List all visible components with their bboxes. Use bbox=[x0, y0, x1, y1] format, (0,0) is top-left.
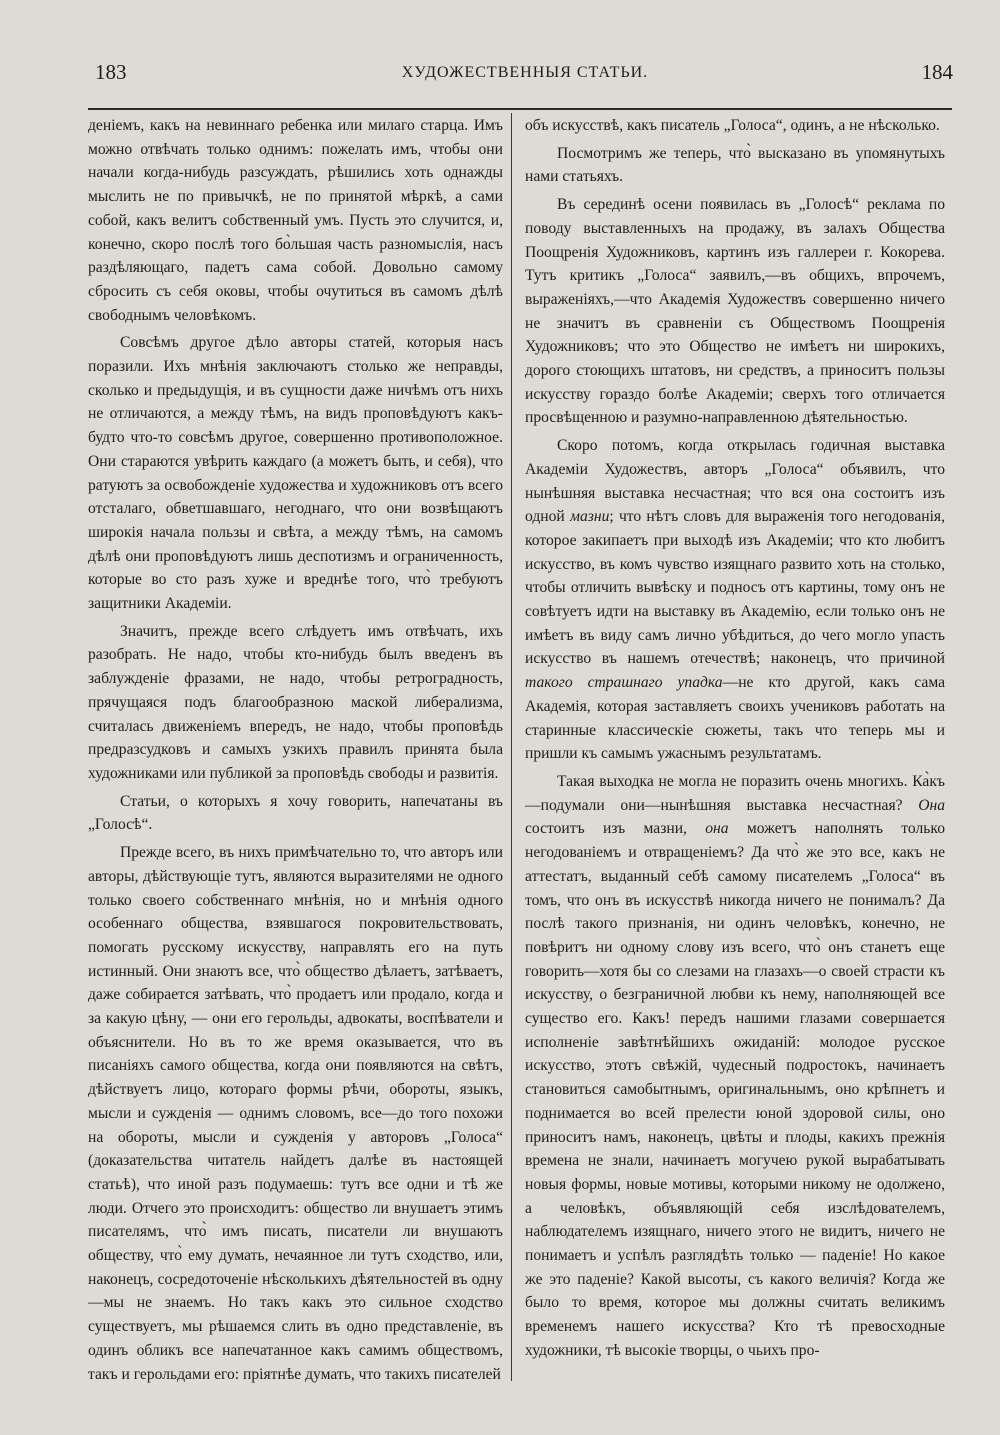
text-run: Такая выходка не могла не поразить очень многихъ. Ка̀къ—подумали они—нынѣшняя выставка несчастная? bbox=[525, 772, 945, 814]
paragraph: Прежде всего, въ нихъ примѣчательно то, что авторъ или авторы, дѣйствующіе тутъ, являются выразителями не одного только своего собственнаго мнѣнія, но и мнѣнія одного особеннаго общества, взявшагося покровительствовать, помогать русскому искусству, направлять его на путь истинный. Они знаютъ все, что̀ общество дѣлаетъ, затѣваетъ, даже собирается затѣвать, что̀ продаетъ или продало, когда и за какую цѣну, — они его герольды, адвокаты, воспѣватели и объяснители. Но въ то же время оказывается, что въ писаніяхъ самого общества, когда они появляются на свѣтъ, дѣйствуетъ лицо, котораго формы рѣчи, обороты, языкъ, мысли и сужденія — однимъ словомъ, все—до того похожи на обороты, мысли и сужденія у авторовъ „Голоса“ (доказательства читатель найдетъ далѣе въ настоящей статьѣ), что иной разъ подумаешь: тутъ все одни и тѣ же люди. Отчего это происходитъ: общество ли внушаетъ этимъ писателямъ, что̀ имъ писать, писатели ли внушаютъ обществу, что̀ ему думать, нечаянное ли тутъ сходство, или, наконецъ, сосредоточеніе нѣсколькихъ дѣятельностей въ одну—мы не знаемъ. Но такъ какъ это сильное сходство существуетъ, мы рѣшаемся слить въ одно представленіе, въ одинъ обликъ все напечатанное какъ самимъ обществомъ, такъ и герольдами его: пріятнѣе думать, что такихъ писателей bbox=[88, 844, 503, 1383]
paragraph: объ искусствѣ, какъ писатель „Голоса“, одинъ, а не нѣсколько. bbox=[525, 117, 940, 134]
column-separator bbox=[511, 113, 512, 1381]
text-run: Скоро потомъ, когда открылась годичная выставка Академіи Художествъ, авторъ „Голоса“ объявилъ, что нынѣшняя выставка несчастная; что вся она состоитъ изъ одной bbox=[525, 437, 945, 526]
text-run: можетъ наполнять только негодованіемъ и отвращеніемъ? Да что̀ же это все, какъ не аттестатъ, выданный себѣ самому писателемъ „Голоса“ въ томъ, что онъ въ искусствѣ никогда ничего не понималъ? Да послѣ такого признанія, ни одинъ человѣкъ, конечно, не повѣритъ ни одному слову изъ всего, что̀ онъ станетъ еще говорить—хотя бы со слезами на глазахъ—о своей страсти къ искусству, о безграничной любви къ нему, наполняющей все существо его. Какъ! передъ нашими глазами совершается исполненіе завѣтнѣйшихъ ожиданій: молодое русское искусство, этотъ свѣжій, чудесный подростокъ, начинаетъ становиться самобытнымъ, оригинальнымъ, оно крѣпнетъ и поднимается во всей прелести юной здоровой силы, оно приноситъ намъ, наконецъ, цвѣты и плоды, какихъ прежнія времена не знали, начинаетъ могучею рукой вырабатывать новыя формы, новые мотивы, которыми никому не одолжено, а человѣкъ, объявляющій себя изслѣдователемъ, наблюдателемъ изящнаго, ничего этого не видитъ, ничего не понимаетъ и успѣлъ разглядѣть только — паденіе! Но какое же это паденіе? Какой высоты, съ какого величія? Когда же было то время, которое мы должны считать великимъ временемъ нашего искусства? Кто тѣ превосходные художники, тѣ высокіе творцы, о чьихъ про- bbox=[525, 820, 945, 1359]
page-number-right: 184 bbox=[921, 60, 953, 84]
paragraph bbox=[525, 770, 945, 1363]
text-run: ; что нѣтъ словъ для выраженія того негодованія, которое закипаетъ при выходѣ изъ Академіи; что кто любитъ искусство, въ комъ чувство изящнаго развито хоть на столько, чтобы отличить вывѣску и подносъ отъ картины, тому онъ не совѣтуетъ идти на выставку въ Академію, если только онъ не имѣетъ въ виду самъ лично убѣдиться, до чего могло упасть искусство въ нашемъ отечествѣ; наконецъ, что причиной bbox=[525, 508, 946, 668]
right-column bbox=[525, 114, 945, 1363]
text-run: —не кто другой, какъ сама Академія, которая заставляетъ своихъ учениковъ работать на старинные классическіе сюжеты, такъ что теперь мы и пришли къ самымъ ужаснымъ результатамъ. bbox=[525, 674, 945, 763]
emphasis: Она bbox=[918, 796, 945, 814]
running-title: ХУДОЖЕСТВЕННЫЯ СТАТЬИ. bbox=[401, 64, 649, 81]
paragraph: Посмотримъ же теперь, что̀ высказано въ упомянутыхъ нами статьяхъ. bbox=[525, 144, 945, 186]
page-number-left: 183 bbox=[95, 60, 127, 84]
text-run: состоитъ изъ мазни, bbox=[525, 820, 706, 838]
emphasis: она bbox=[705, 820, 729, 838]
paragraph bbox=[525, 434, 945, 766]
left-column bbox=[88, 114, 503, 1386]
paragraph: Совсѣмъ другое дѣло авторы статей, которыя насъ поразили. Ихъ мнѣнія заключаютъ столько же неправды, сколько и предыдущія, и въ сущности даже ничѣмъ отъ нихъ не отличаются, а между тѣмъ, на видъ проповѣдуютъ какъ-будто что-то совсѣмъ другое, совершенно противоположное. Они стараются увѣрить каждаго (а можетъ быть, и себя), что ратуютъ за освобожденіе художества и художниковъ отъ всего отсталаго, обветшавшаго, негоднаго, что они возвѣщаютъ широкія начала пользы и свѣта, а между тѣмъ, на самомъ дѣлѣ они проповѣдуютъ лишь деспотизмъ и ограниченность, которые во сто разъ хуже и вреднѣе того, что̀ требуютъ защитники Академіи. bbox=[88, 334, 503, 613]
running-header bbox=[95, 60, 955, 94]
paragraph: Въ серединѣ осени появилась въ „Голосѣ“ реклама по поводу выставленныхъ на продажу, въ залахъ Общества Поощренія Художниковъ, картинъ изъ галлереи г. Кокорева. Тутъ критикъ „Голоса“ заявилъ,—въ общихъ, впрочемъ, выраженіяхъ,—что Академія Художествъ совершенно ничего не значитъ въ сравненіи съ Обществомъ Поощренія Художниковъ; что это Общество не имѣетъ ни широкихъ, дорого стоющихъ штатовъ, ни средствъ, а приноситъ пользы искусству гораздо болѣе Академіи; сверхъ того отличается просвѣщенною и разумно-направленною дѣятельностью. bbox=[525, 196, 945, 427]
paragraph: Статьи, о которыхъ я хочу говорить, напечатаны въ „Голосѣ“. bbox=[88, 792, 503, 834]
paragraph: деніемъ, какъ на невиннаго ребенка или милаго старца. Имъ можно отвѣчать только однимъ: пожелать имъ, чтобы они начали когда-нибудь разсуждать, рѣшились хоть однажды мыслить не по привычкѣ, не по принятой мѣркѣ, а сами собой, какъ велитъ собственный умъ. Пусть это случится, и, конечно, скоро послѣ того бо̀льшая часть разномыслія, насъ раздѣляющаго, падетъ сама собой. Довольно самому сбросить съ себя оковы, чтобы очутиться въ самомъ дѣлѣ свободнымъ человѣкомъ. bbox=[88, 117, 503, 324]
header-rule bbox=[88, 108, 952, 110]
emphasis: такого страшнаго упадка bbox=[525, 674, 723, 692]
paragraph: Значитъ, прежде всего слѣдуетъ имъ отвѣчать, ихъ разобрать. Не надо, чтобы кто-нибудь былъ введенъ въ заблужденіе фразами, не надо, чтобы ретроградность, прячущаяся подъ благообразною маской либерализма, считалась движеніемъ впередъ, не надо, чтобы проповѣдь предразсудковъ и самыхъ узкихъ правилъ принята была художниками или публикой за проповѣдь свободы и развитія. bbox=[88, 622, 503, 782]
emphasis: мазни bbox=[570, 508, 610, 526]
